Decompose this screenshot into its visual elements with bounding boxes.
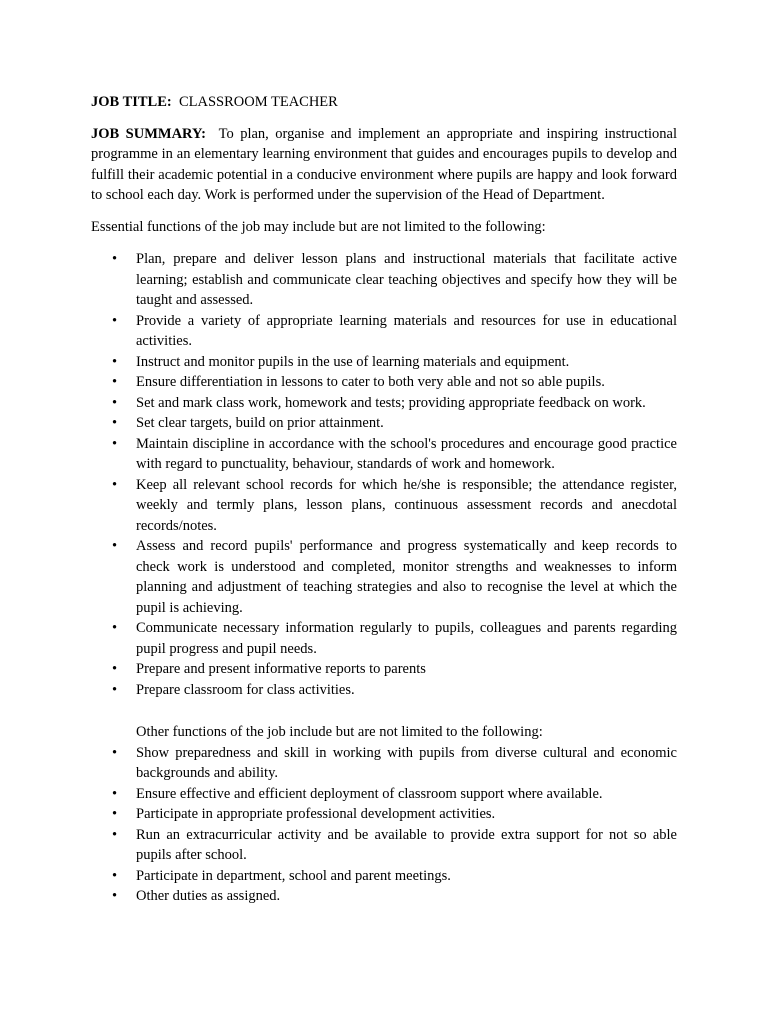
list-item: • Maintain discipline in accordance with the school's procedures and encourage good practice with regard to punctuality, behaviour, standards of work and homework. <box>136 434 677 475</box>
list-item: • Plan, prepare and deliver lesson plans and instructional materials that facilitate active learning; establish and communicate clear teaching objectives and specify how they will be taught and assessed. <box>136 249 677 311</box>
list-item: • Set clear targets, build on prior attainment. <box>136 413 677 434</box>
list-item: • Participate in department, school and parent meetings. <box>136 866 677 887</box>
other-functions-list <box>91 743 677 907</box>
list-item: • Show preparedness and skill in working with pupils from diverse cultural and economic backgrounds and ability. <box>136 743 677 784</box>
list-item: • Communicate necessary information regularly to pupils, colleagues and parents regarding pupil progress and pupil needs. <box>136 618 677 659</box>
list-item: • Instruct and monitor pupils in the use of learning materials and equipment. <box>136 352 677 373</box>
list-item: • Set and mark class work, homework and tests; providing appropriate feedback on work. <box>136 393 677 414</box>
list-item: • Other duties as assigned. <box>136 886 677 907</box>
other-functions-intro: Other functions of the job include but are not limited to the following: <box>136 724 543 740</box>
job-summary-text: To plan, organise and implement an appropriate and inspiring instructional programme in an elementary learning environment that guides and encourages pupils to develop and fulfill their academic potential in a conducive environment where pupils are happy and look forward to school each day. Work is performed under the supervision of the Head of Department. <box>91 125 677 203</box>
list-item: • Assess and record pupils' performance and progress systematically and keep records to check work is understood and completed, monitor strengths and weaknesses to inform planning and adjustment of teaching strategies and also to recognise the level at which the pupil is achieving. <box>136 536 677 618</box>
list-item: • Provide a variety of appropriate learning materials and resources for use in educational activities. <box>136 311 677 352</box>
essential-functions-list <box>91 249 677 700</box>
essential-functions-intro: Essential functions of the job may include but are not limited to the following: <box>91 218 546 235</box>
job-summary-label: JOB SUMMARY: <box>91 125 206 142</box>
document-page <box>91 92 677 907</box>
job-title-label: JOB TITLE: <box>91 94 172 110</box>
list-item: • Keep all relevant school records for which he/she is responsible; the attendance register, weekly and termly plans, lesson plans, continuous assessment records and anecdotal records/notes. <box>136 475 677 537</box>
list-item: • Prepare classroom for class activities. <box>136 680 677 701</box>
list-item: • Ensure differentiation in lessons to cater to both very able and not so able pupils. <box>136 372 677 393</box>
job-title-value: CLASSROOM TEACHER <box>178 94 338 110</box>
job-summary <box>91 124 677 206</box>
list-item: • Participate in appropriate professional development activities. <box>136 804 677 825</box>
list-item: • Ensure effective and efficient deployment of classroom support where available. <box>136 784 677 805</box>
list-item: • Prepare and present informative reports to parents <box>136 659 677 680</box>
list-item: • Run an extracurricular activity and be available to provide extra support for not so able pupils after school. <box>136 825 677 866</box>
job-title-line <box>91 92 677 113</box>
